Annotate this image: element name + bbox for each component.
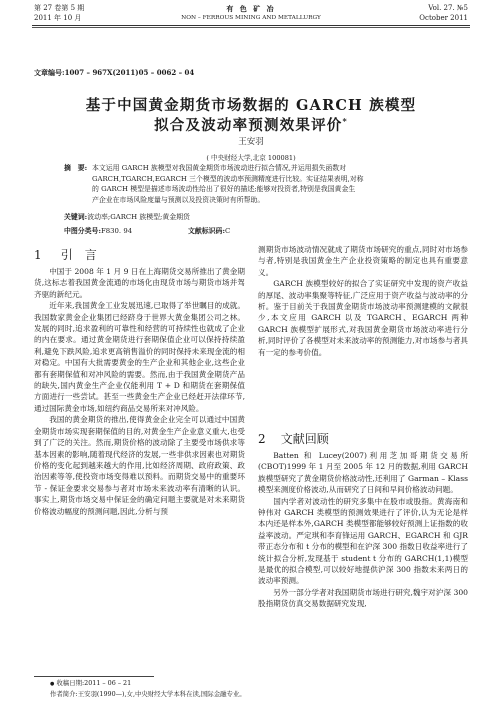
section-number: 1 (34, 248, 42, 262)
classification-value: F830. 94 (101, 227, 133, 235)
classification-number (64, 226, 132, 236)
footnote-received (50, 679, 131, 689)
section-number: 2 (258, 432, 266, 446)
document-code-label: 文献标识码: (188, 227, 225, 235)
document-code (188, 226, 230, 236)
keywords-text: 波动率;GARCH 族模型;黄金期货 (87, 213, 190, 221)
left-column (34, 266, 245, 517)
section-title: 文献回顾 (280, 432, 329, 446)
right-column-bottom (258, 450, 468, 610)
abstract-line: 产企业在市场风险度量与预测以及投资决策时有所帮助。 (92, 195, 265, 204)
bullet-icon: ● (50, 681, 55, 687)
header-rule-thin (32, 27, 470, 28)
journal-date-cn: 2011 年 10 月 (34, 14, 82, 22)
paper-title-line1: 基于中国黄金期货市场数据的 GARCH 族模型 (85, 97, 417, 114)
paragraph: GARCH 族模型较好的拟合了实证研究中发现的资产收益的厚尾、波动率集聚等特征,广泛应用于资产收益与波动率的分析。鉴于目前关于我国黄金期货市场波动率预测建模的文献很少,本文应用 GARCH 以及 TGARCH、EGARCH 两种 GARCH 族模型扩展形式,对我国黄金期货市场波动率进行分析,同时评价了各模型对未来波动率的预测能力,对市场参与者具有一定的参考价值。 (258, 279, 468, 357)
author-affiliation: ( 中央财经大学,北京 100081) (206, 154, 296, 162)
section-title: 引 言 (60, 248, 97, 262)
received-date: 收稿日期:2011 – 06 – 21 (56, 679, 132, 687)
journal-date-en: October 2011 (419, 14, 468, 22)
footnote-rule (34, 676, 154, 677)
paper-title-line2-wrap (0, 114, 502, 135)
document-code-value: C (225, 227, 231, 235)
journal-volume-cn: 第 27 卷第 5 期 (34, 4, 85, 12)
paragraph: 我国的黄金期货的推出,使得黄金企业完全可以通过中国黄金期货市场实现套期保值的目的,对黄金生产企业意义重大,也受到了广泛的关注。然而,期货价格的波动除了主要受市场供求等基本因素的影响,随着现代经济的发展,一些非供求因素也对期货价格的变化起到越来越大的作用,比如经济周期、政府政策、政治因素等等,使投资市场变得难以预料。而期货交易中的重要环节 - 保证金要求交易参与者对市场未来波动率有清晰的认识。事实上,期货市场交易中保证金的确定问题主要就是对未来期货价格波动幅度的预测问题,因此,分析与预 (34, 415, 245, 516)
section-heading-literature (258, 428, 468, 447)
paragraph: 国内学者对波动性的研究多集中在股市或股指。黄海南和钟伟对 GARCH 类模型的预测效果进行了评价,认为无论是样本内还是样本外,GARCH 类模型都能够较好预测上证指数的收益率波动。严定琪和李育锋运用 GARCH、EGARCH 和 GJR 带正态分布和 t 分布的模型和在沪深 300 指数日收益率进行了统计拟合分析,发现基于 student t 分布的 GARCH(1,1)模型是最优的拟合模型,可以较好地提供沪深 300 指数未来两日的波动率预测。 (258, 496, 468, 586)
journal-name-en: NON – FERROUS MINING AND METALLURGY (181, 15, 321, 21)
keywords-label: 关键词: (64, 213, 88, 221)
section-heading-introduction (34, 244, 244, 263)
paragraph: 近年来,我国黄金工业发展迅速,已取得了举世瞩目的成就。我国数家黄金企业集团已经跻身于世界大黄金集团公司之林。发展的同时,追求盈利的可靠性和经营的可持续性也就成了企业的内在要求。通过黄金期货进行套期保值企业可以保持持续盈利,避免下跌风险,追求更高销售溢价的同时保持未来现金流的相对稳定。中国有大批需要黄金的生产企业和其他企业,这些企业都有套期保值和对冲风险的需要。然而,由于我国黄金期货产品的缺失,国内黄金生产企业仅能利用 T + D 和期货在套期保值方面进行一些尝试。甚至一些黄金生产企业已经赶开法律环节,通过国际黄金市场,如纽约商品交易所来对冲风险。 (34, 301, 245, 413)
abstract-label: 摘 要: (64, 164, 88, 172)
paragraph: 中国于 2008 年 1 月 9 日在上海期货交易所推出了黄金期货,这标志着我国黄金流通的市场化由现货市场与期货市场并驾齐驱的新纪元。 (34, 267, 245, 299)
classification-label: 中图分类号: (64, 227, 101, 235)
author-name: 王安羽 (238, 137, 264, 147)
footnote-author-bio: 作者简介:王安羽(1990—),女,中央财经大学本科在读,国际金融专业。 (50, 690, 246, 698)
abstract (64, 163, 412, 205)
paragraph: 另外一部分学者对我国期货市场进行研究,魏宇对沪深 300 股指期货仿真交易数据研究发现, (258, 587, 468, 609)
journal-name-cn: 有 色 矿 冶 (226, 4, 276, 13)
abstract-line: GARCH,TGARCH,EGARCH 三个模型的波动率预测精度进行比较。实证结果表明,对称 (92, 174, 364, 183)
paragraph: 测期货市场波动情况就成了期货市场研究的重点,同时对市场参与者,特别是我国黄金生产企业投资策略的制定也具有重要意义。 (258, 245, 468, 277)
abstract-line: 的 GARCH 模型是描述市场波动性给出了很好的描述;能够对投资者,特别是我国黄金生 (92, 185, 356, 194)
keywords (64, 212, 190, 222)
header-rule (32, 25, 470, 26)
paper-title-line2: 拟合及波动率预测效果评价 (154, 117, 343, 134)
article-number: 文章编号:1007 – 967X(2011)05 – 0062 – 04 (34, 68, 195, 77)
abstract-line: 本文运用 GARCH 族模型对我国黄金期货市场波动进行拟合情况,并运用损失函数对 (92, 164, 347, 172)
title-footnote-mark: * (342, 116, 348, 127)
journal-volume-en: Vol. 27. №5 (428, 4, 468, 12)
paragraph: Batten 和 Lucey(2007)利用芝加哥期货交易所(CBOT)1999 年 1 月至 2005 年 12 月的数据,利用 GARCH 族模型研究了黄金期货价格波动性,还利用了 Garman – Klass 模型来测度价格波动,从而研究了日间和早间价格波动问题。 (258, 451, 468, 495)
right-column-top (258, 244, 468, 358)
